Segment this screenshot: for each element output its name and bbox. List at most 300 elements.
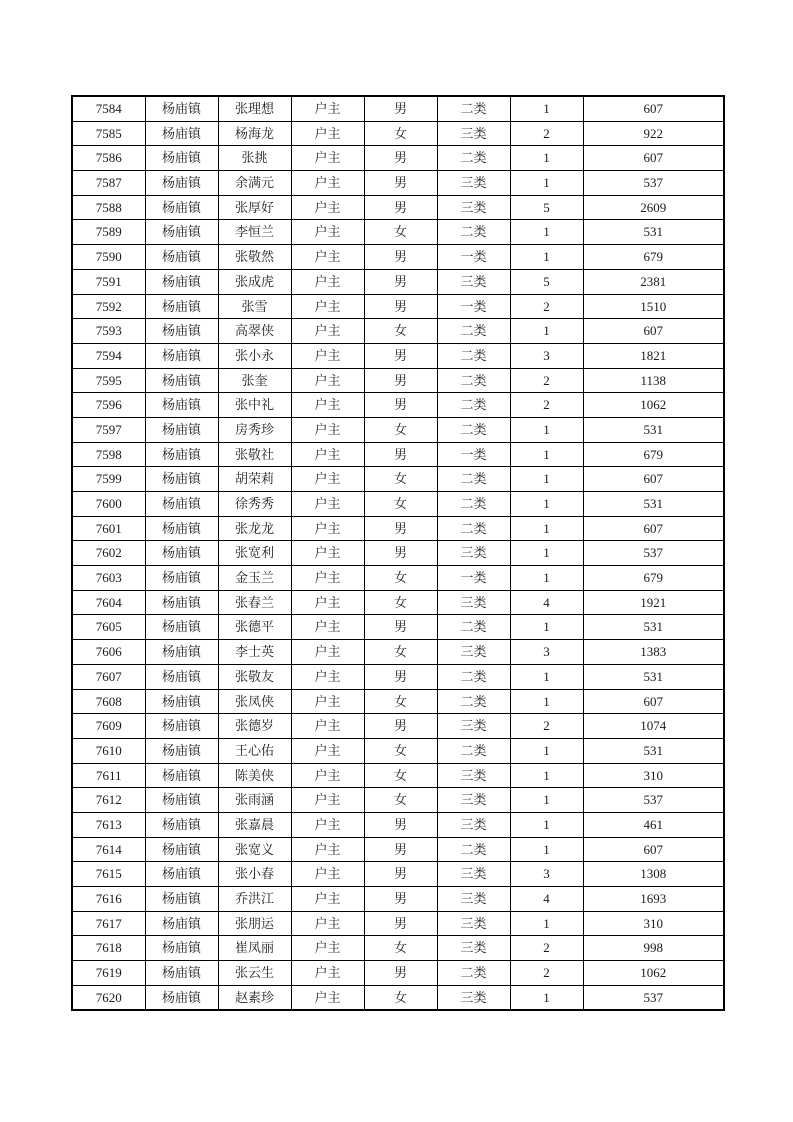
table-cell: 张敬社 — [218, 442, 291, 467]
table-cell: 户主 — [291, 862, 364, 887]
table-cell: 杨庙镇 — [145, 689, 218, 714]
table-cell: 1383 — [583, 640, 724, 665]
table-cell: 女 — [364, 319, 437, 344]
table-cell: 张小永 — [218, 343, 291, 368]
table-cell: 二类 — [437, 837, 510, 862]
table-cell: 7616 — [72, 887, 145, 912]
table-cell: 2 — [510, 368, 583, 393]
table-row — [72, 936, 724, 961]
table-row — [72, 343, 724, 368]
table-row — [72, 368, 724, 393]
table-cell: 男 — [364, 961, 437, 986]
table-cell: 张敬然 — [218, 245, 291, 270]
table-cell: 531 — [583, 664, 724, 689]
table-cell: 杨庙镇 — [145, 985, 218, 1010]
table-cell: 户主 — [291, 738, 364, 763]
table-cell: 7586 — [72, 146, 145, 171]
table-cell: 7619 — [72, 961, 145, 986]
table-row — [72, 96, 724, 121]
table-cell: 二类 — [437, 961, 510, 986]
table-cell: 1 — [510, 417, 583, 442]
table-cell: 女 — [364, 220, 437, 245]
table-cell: 房秀珍 — [218, 417, 291, 442]
table-cell: 二类 — [437, 516, 510, 541]
table-cell: 男 — [364, 664, 437, 689]
table-cell: 1 — [510, 220, 583, 245]
table-cell: 二类 — [437, 96, 510, 121]
table-cell: 户主 — [291, 146, 364, 171]
table-row — [72, 417, 724, 442]
table-cell: 杨庙镇 — [145, 566, 218, 591]
table-cell: 三类 — [437, 862, 510, 887]
table-cell: 7615 — [72, 862, 145, 887]
table-cell: 7597 — [72, 417, 145, 442]
table-row — [72, 985, 724, 1010]
table-cell: 一类 — [437, 566, 510, 591]
table-cell: 531 — [583, 220, 724, 245]
table-row — [72, 837, 724, 862]
table-cell: 998 — [583, 936, 724, 961]
table-cell: 三类 — [437, 763, 510, 788]
table-cell: 张德岁 — [218, 714, 291, 739]
table-cell: 男 — [364, 442, 437, 467]
table-cell: 1 — [510, 516, 583, 541]
table-row — [72, 319, 724, 344]
table-cell: 杨庙镇 — [145, 887, 218, 912]
table-row — [72, 640, 724, 665]
table-row — [72, 171, 724, 196]
table-cell: 张雪 — [218, 294, 291, 319]
table-row — [72, 220, 724, 245]
table-cell: 张嘉晨 — [218, 812, 291, 837]
table-cell: 崔凤丽 — [218, 936, 291, 961]
table-cell: 537 — [583, 985, 724, 1010]
table-cell: 户主 — [291, 985, 364, 1010]
table-cell: 三类 — [437, 590, 510, 615]
table-cell: 杨庙镇 — [145, 590, 218, 615]
table-cell: 537 — [583, 788, 724, 813]
table-cell: 户主 — [291, 837, 364, 862]
table-cell: 杨庙镇 — [145, 442, 218, 467]
table-cell: 7611 — [72, 763, 145, 788]
table-cell: 1 — [510, 245, 583, 270]
table-cell: 7604 — [72, 590, 145, 615]
table-cell: 7584 — [72, 96, 145, 121]
table-cell: 王心佑 — [218, 738, 291, 763]
table-row — [72, 492, 724, 517]
table-cell: 7602 — [72, 541, 145, 566]
table-cell: 7589 — [72, 220, 145, 245]
table-cell: 7618 — [72, 936, 145, 961]
table-cell: 三类 — [437, 195, 510, 220]
table-cell: 607 — [583, 467, 724, 492]
table-cell: 1308 — [583, 862, 724, 887]
table-cell: 户主 — [291, 417, 364, 442]
table-cell: 1 — [510, 566, 583, 591]
table-cell: 户主 — [291, 615, 364, 640]
table-cell: 户主 — [291, 640, 364, 665]
table-cell: 1 — [510, 96, 583, 121]
table-cell: 户主 — [291, 121, 364, 146]
table-cell: 男 — [364, 887, 437, 912]
table-row — [72, 911, 724, 936]
table-cell: 男 — [364, 862, 437, 887]
table-cell: 男 — [364, 171, 437, 196]
table-cell: 2 — [510, 936, 583, 961]
table-cell: 三类 — [437, 171, 510, 196]
table-cell: 李恒兰 — [218, 220, 291, 245]
table-row — [72, 541, 724, 566]
table-cell: 杨庙镇 — [145, 171, 218, 196]
table-cell: 男 — [364, 393, 437, 418]
table-cell: 男 — [364, 911, 437, 936]
table-row — [72, 664, 724, 689]
table-cell: 户主 — [291, 195, 364, 220]
table-cell: 女 — [364, 788, 437, 813]
table-cell: 陈美侠 — [218, 763, 291, 788]
table-cell: 户主 — [291, 220, 364, 245]
table-cell: 三类 — [437, 121, 510, 146]
table-cell: 男 — [364, 343, 437, 368]
table-row — [72, 516, 724, 541]
table-cell: 7600 — [72, 492, 145, 517]
table-row — [72, 393, 724, 418]
table-cell: 7595 — [72, 368, 145, 393]
table-cell: 女 — [364, 590, 437, 615]
table-cell: 7590 — [72, 245, 145, 270]
table-cell: 杨庙镇 — [145, 516, 218, 541]
table-cell: 男 — [364, 146, 437, 171]
table-cell: 徐秀秀 — [218, 492, 291, 517]
table-row — [72, 887, 724, 912]
table-row — [72, 689, 724, 714]
table-cell: 7585 — [72, 121, 145, 146]
table-cell: 户主 — [291, 492, 364, 517]
table-cell: 男 — [364, 615, 437, 640]
table-cell: 三类 — [437, 269, 510, 294]
table-cell: 1 — [510, 837, 583, 862]
table-row — [72, 961, 724, 986]
table-cell: 女 — [364, 640, 437, 665]
table-cell: 户主 — [291, 467, 364, 492]
table-cell: 1 — [510, 664, 583, 689]
table-cell: 二类 — [437, 467, 510, 492]
table-cell: 310 — [583, 763, 724, 788]
table-row — [72, 615, 724, 640]
table-cell: 679 — [583, 566, 724, 591]
table-cell: 户主 — [291, 936, 364, 961]
table-cell: 三类 — [437, 788, 510, 813]
table-cell: 1074 — [583, 714, 724, 739]
table-cell: 乔洪江 — [218, 887, 291, 912]
table-cell: 户主 — [291, 714, 364, 739]
table-cell: 张成虎 — [218, 269, 291, 294]
table-cell: 7591 — [72, 269, 145, 294]
table-cell: 7603 — [72, 566, 145, 591]
table-cell: 310 — [583, 911, 724, 936]
table-cell: 531 — [583, 738, 724, 763]
table-cell: 户主 — [291, 590, 364, 615]
table-cell: 女 — [364, 763, 437, 788]
table-cell: 二类 — [437, 343, 510, 368]
table-cell: 7612 — [72, 788, 145, 813]
table-cell: 607 — [583, 96, 724, 121]
table-cell: 杨庙镇 — [145, 492, 218, 517]
table-cell: 607 — [583, 319, 724, 344]
table-cell: 男 — [364, 516, 437, 541]
table-cell: 二类 — [437, 738, 510, 763]
table-cell: 杨庙镇 — [145, 961, 218, 986]
table-cell: 7606 — [72, 640, 145, 665]
table-cell: 三类 — [437, 714, 510, 739]
table-row — [72, 812, 724, 837]
table-cell: 张奎 — [218, 368, 291, 393]
table-cell: 杨庙镇 — [145, 738, 218, 763]
table-cell: 杨庙镇 — [145, 269, 218, 294]
table-row — [72, 862, 724, 887]
household-registry-table — [71, 95, 725, 1011]
table-cell: 杨庙镇 — [145, 714, 218, 739]
table-cell: 杨庙镇 — [145, 319, 218, 344]
table-cell: 杨海龙 — [218, 121, 291, 146]
table-cell: 男 — [364, 195, 437, 220]
table-cell: 7609 — [72, 714, 145, 739]
table-cell: 男 — [364, 541, 437, 566]
table-cell: 7605 — [72, 615, 145, 640]
table-row — [72, 269, 724, 294]
table-row — [72, 714, 724, 739]
table-cell: 杨庙镇 — [145, 393, 218, 418]
table-cell: 户主 — [291, 887, 364, 912]
table-cell: 3 — [510, 640, 583, 665]
table-cell: 7599 — [72, 467, 145, 492]
table-cell: 1 — [510, 788, 583, 813]
table-cell: 户主 — [291, 393, 364, 418]
table-cell: 7620 — [72, 985, 145, 1010]
table-cell: 三类 — [437, 812, 510, 837]
table-cell: 7596 — [72, 393, 145, 418]
table-cell: 607 — [583, 689, 724, 714]
table-cell: 二类 — [437, 319, 510, 344]
table-cell: 7614 — [72, 837, 145, 862]
table-cell: 7587 — [72, 171, 145, 196]
table-cell: 1693 — [583, 887, 724, 912]
table-cell: 1510 — [583, 294, 724, 319]
table-cell: 二类 — [437, 417, 510, 442]
table-cell: 1 — [510, 171, 583, 196]
table-cell: 二类 — [437, 368, 510, 393]
table-row — [72, 763, 724, 788]
table-cell: 1 — [510, 442, 583, 467]
table-cell: 2 — [510, 121, 583, 146]
table-cell: 二类 — [437, 146, 510, 171]
table-cell: 户主 — [291, 516, 364, 541]
table-cell: 张春兰 — [218, 590, 291, 615]
table-cell: 女 — [364, 985, 437, 1010]
table-cell: 户主 — [291, 269, 364, 294]
table-cell: 户主 — [291, 319, 364, 344]
table-cell: 679 — [583, 245, 724, 270]
table-cell: 一类 — [437, 245, 510, 270]
table-cell: 户主 — [291, 788, 364, 813]
table-cell: 男 — [364, 294, 437, 319]
table-cell: 户主 — [291, 245, 364, 270]
table-cell: 531 — [583, 492, 724, 517]
table-cell: 1821 — [583, 343, 724, 368]
table-cell: 杨庙镇 — [145, 220, 218, 245]
table-body — [72, 96, 724, 1010]
table-cell: 女 — [364, 566, 437, 591]
table-cell: 一类 — [437, 442, 510, 467]
table-cell: 男 — [364, 269, 437, 294]
table-cell: 杨庙镇 — [145, 146, 218, 171]
table-cell: 户主 — [291, 368, 364, 393]
table-cell: 杨庙镇 — [145, 862, 218, 887]
table-cell: 杨庙镇 — [145, 417, 218, 442]
table-cell: 2 — [510, 961, 583, 986]
table-cell: 杨庙镇 — [145, 936, 218, 961]
table-cell: 二类 — [437, 492, 510, 517]
table-cell: 男 — [364, 812, 437, 837]
table-cell: 张小春 — [218, 862, 291, 887]
table-cell: 1 — [510, 319, 583, 344]
table-cell: 537 — [583, 171, 724, 196]
table-cell: 女 — [364, 492, 437, 517]
table-cell: 户主 — [291, 812, 364, 837]
table-cell: 7598 — [72, 442, 145, 467]
table-cell: 二类 — [437, 664, 510, 689]
table-cell: 杨庙镇 — [145, 368, 218, 393]
table-row — [72, 442, 724, 467]
table-cell: 男 — [364, 714, 437, 739]
table-cell: 胡荣莉 — [218, 467, 291, 492]
table-cell: 杨庙镇 — [145, 541, 218, 566]
table-cell: 户主 — [291, 171, 364, 196]
table-cell: 男 — [364, 837, 437, 862]
table-cell: 三类 — [437, 985, 510, 1010]
table-cell: 7594 — [72, 343, 145, 368]
table-cell: 女 — [364, 417, 437, 442]
table-cell: 7592 — [72, 294, 145, 319]
table-cell: 5 — [510, 269, 583, 294]
table-cell: 2 — [510, 714, 583, 739]
table-cell: 2 — [510, 393, 583, 418]
table-cell: 张朋运 — [218, 911, 291, 936]
table-cell: 张宽义 — [218, 837, 291, 862]
table-cell: 537 — [583, 541, 724, 566]
table-cell: 1 — [510, 812, 583, 837]
table-cell: 女 — [364, 467, 437, 492]
table-cell: 7610 — [72, 738, 145, 763]
table-cell: 杨庙镇 — [145, 763, 218, 788]
table-cell: 607 — [583, 837, 724, 862]
table-cell: 2 — [510, 294, 583, 319]
table-cell: 杨庙镇 — [145, 121, 218, 146]
table-cell: 1 — [510, 689, 583, 714]
table-cell: 女 — [364, 689, 437, 714]
table-cell: 461 — [583, 812, 724, 837]
table-cell: 杨庙镇 — [145, 294, 218, 319]
table-cell: 5 — [510, 195, 583, 220]
table-cell: 杨庙镇 — [145, 467, 218, 492]
table-cell: 户主 — [291, 566, 364, 591]
table-cell: 张德平 — [218, 615, 291, 640]
table-cell: 2609 — [583, 195, 724, 220]
table-cell: 张敬友 — [218, 664, 291, 689]
table-cell: 李士英 — [218, 640, 291, 665]
table-cell: 杨庙镇 — [145, 911, 218, 936]
table-row — [72, 121, 724, 146]
table-cell: 三类 — [437, 640, 510, 665]
table-cell: 户主 — [291, 763, 364, 788]
table-cell: 张挑 — [218, 146, 291, 171]
table-cell: 7588 — [72, 195, 145, 220]
table-cell: 1 — [510, 146, 583, 171]
table-cell: 3 — [510, 862, 583, 887]
table-cell: 2381 — [583, 269, 724, 294]
table-cell: 7617 — [72, 911, 145, 936]
table-cell: 杨庙镇 — [145, 195, 218, 220]
table-cell: 张厚好 — [218, 195, 291, 220]
table-cell: 杨庙镇 — [145, 96, 218, 121]
table-cell: 1 — [510, 738, 583, 763]
table-cell: 679 — [583, 442, 724, 467]
table-cell: 1 — [510, 492, 583, 517]
table-cell: 1 — [510, 467, 583, 492]
table-cell: 男 — [364, 368, 437, 393]
table-cell: 1921 — [583, 590, 724, 615]
table-cell: 女 — [364, 121, 437, 146]
table-cell: 户主 — [291, 689, 364, 714]
table-cell: 1 — [510, 911, 583, 936]
table-cell: 7607 — [72, 664, 145, 689]
table-cell: 1 — [510, 541, 583, 566]
table-cell: 张理想 — [218, 96, 291, 121]
table-cell: 户主 — [291, 442, 364, 467]
table-cell: 高翠侠 — [218, 319, 291, 344]
table-cell: 531 — [583, 615, 724, 640]
table-cell: 张云生 — [218, 961, 291, 986]
table-cell: 1138 — [583, 368, 724, 393]
table-cell: 张凤侠 — [218, 689, 291, 714]
table-row — [72, 294, 724, 319]
table-cell: 金玉兰 — [218, 566, 291, 591]
table-cell: 一类 — [437, 294, 510, 319]
table-cell: 二类 — [437, 393, 510, 418]
table-cell: 户主 — [291, 541, 364, 566]
table-row — [72, 146, 724, 171]
table-cell: 户主 — [291, 96, 364, 121]
table-cell: 922 — [583, 121, 724, 146]
table-row — [72, 590, 724, 615]
table-cell: 余满元 — [218, 171, 291, 196]
table-cell: 二类 — [437, 220, 510, 245]
table-cell: 女 — [364, 738, 437, 763]
table-cell: 三类 — [437, 887, 510, 912]
table-cell: 男 — [364, 96, 437, 121]
table-cell: 607 — [583, 516, 724, 541]
table-row — [72, 788, 724, 813]
table-cell: 张龙龙 — [218, 516, 291, 541]
table-cell: 杨庙镇 — [145, 664, 218, 689]
table-cell: 杨庙镇 — [145, 615, 218, 640]
table-cell: 杨庙镇 — [145, 812, 218, 837]
table-cell: 1062 — [583, 961, 724, 986]
table-cell: 607 — [583, 146, 724, 171]
table-cell: 户主 — [291, 911, 364, 936]
table-cell: 三类 — [437, 936, 510, 961]
table-row — [72, 245, 724, 270]
